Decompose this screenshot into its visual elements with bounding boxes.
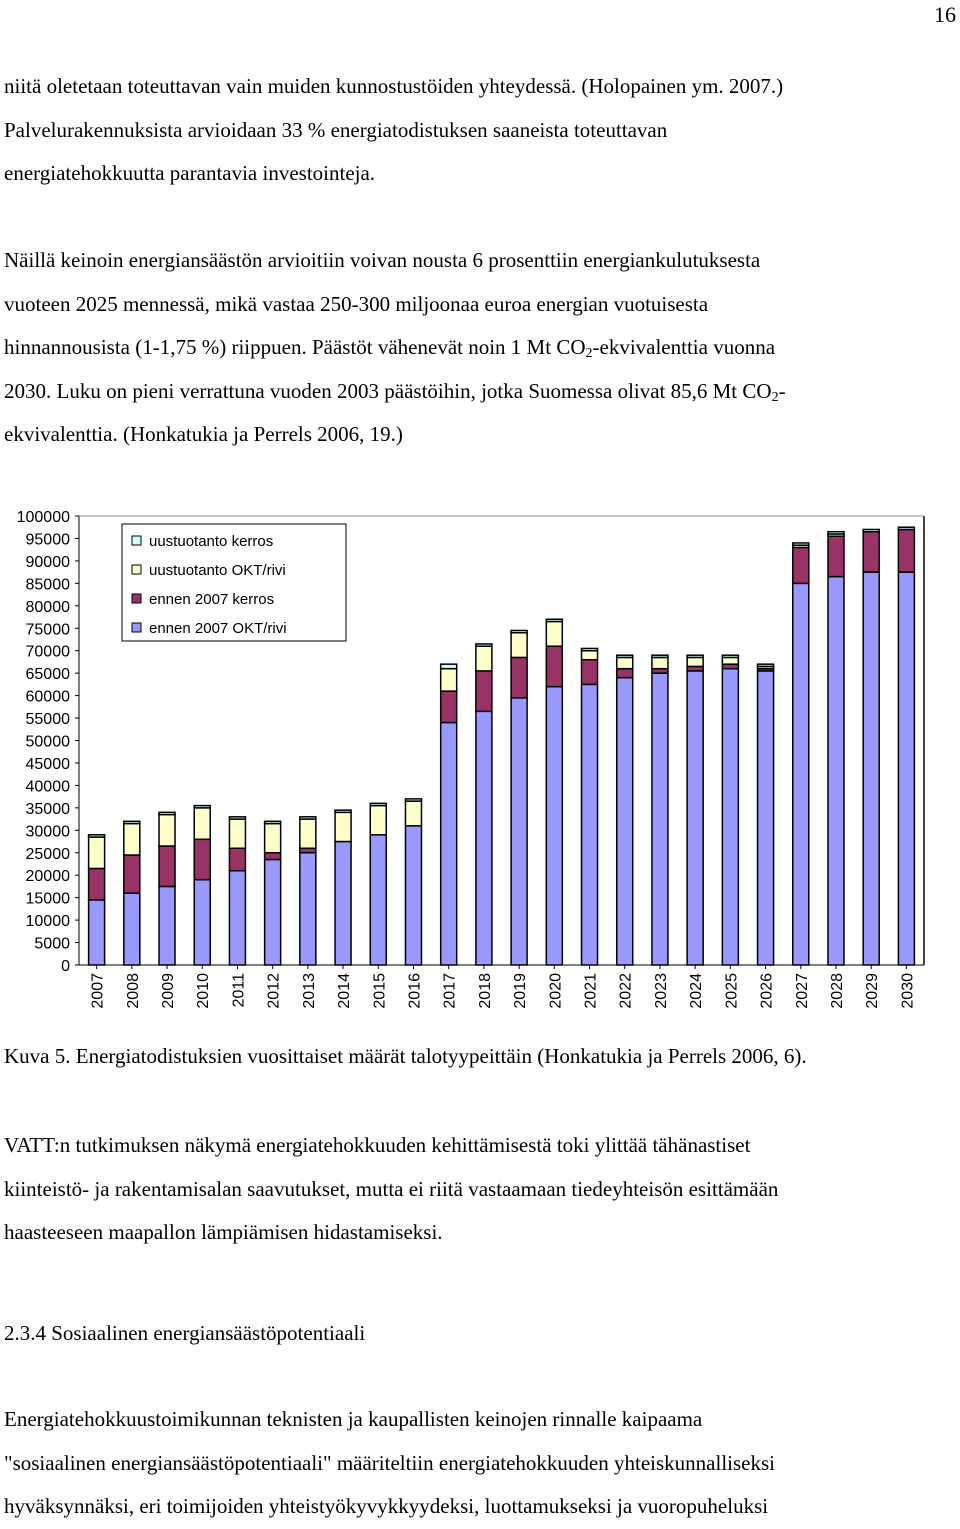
- bar-segment: [159, 812, 175, 814]
- bar-segment: [898, 529, 914, 572]
- legend-label: uustuotanto OKT/rivi: [149, 562, 286, 579]
- y-tick-label: 80000: [25, 598, 70, 616]
- y-tick-label: 75000: [25, 621, 70, 639]
- bar-segment: [828, 532, 844, 534]
- bar-segment: [758, 664, 774, 666]
- text-line: hinnannousista (1-1,75 %) riippuen. Päästöt vähenevät noin 1 Mt CO: [4, 335, 586, 359]
- x-tick-label: 2008: [124, 973, 142, 1009]
- legend-swatch: [132, 594, 141, 603]
- bar-segment: [652, 655, 668, 657]
- x-tick-label: 2027: [793, 973, 811, 1009]
- text-line: Näillä keinoin energiansäästön arvioitiin voivan nousta 6 prosenttiin energiankulutuksesta: [4, 248, 761, 272]
- bar-segment: [229, 819, 245, 848]
- x-tick-label: 2021: [582, 973, 600, 1009]
- y-tick-label: 25000: [25, 845, 70, 863]
- x-tick-label: 2025: [723, 973, 741, 1009]
- x-tick-label: 2024: [688, 973, 706, 1009]
- x-tick-label: 2011: [230, 973, 248, 1008]
- bar-segment: [265, 859, 281, 965]
- bar-segment: [159, 886, 175, 965]
- bar-segment: [405, 801, 421, 826]
- bar-segment: [758, 671, 774, 965]
- bar-segment: [124, 824, 140, 855]
- bar-segment: [89, 868, 105, 899]
- subscript: 2: [585, 346, 593, 361]
- bar-segment: [335, 810, 351, 812]
- bar-segment: [229, 848, 245, 870]
- x-tick-label: 2015: [371, 973, 389, 1009]
- y-tick-label: 35000: [25, 800, 70, 818]
- bar-segment: [898, 572, 914, 965]
- bar-segment: [89, 900, 105, 965]
- bar-segment: [863, 572, 879, 965]
- bar-segment: [370, 806, 386, 835]
- x-tick-label: 2028: [828, 973, 846, 1009]
- bar-segment: [722, 655, 738, 657]
- legend-label: ennen 2007 kerros: [149, 591, 275, 608]
- y-tick-label: 10000: [25, 913, 70, 931]
- text-line: -: [778, 378, 786, 403]
- x-tick-label: 2010: [195, 973, 213, 1009]
- bar-segment: [265, 824, 281, 853]
- bar-segment: [722, 669, 738, 965]
- y-tick-label: 70000: [25, 643, 70, 661]
- bar-segment: [89, 837, 105, 868]
- bar-segment: [617, 657, 633, 668]
- bar-segment: [652, 673, 668, 965]
- text-line: kiinteistö- ja rakentamisalan saavutukset, mutta ei riitä vastaamaan tiedeyhteisön esittämään: [4, 1176, 779, 1201]
- bar-segment: [793, 583, 809, 965]
- paragraph-intro: [4, 65, 946, 196]
- x-tick-label: 2026: [758, 973, 776, 1009]
- y-tick-label: 20000: [25, 868, 70, 886]
- y-tick-label: 50000: [25, 733, 70, 751]
- bar-segment: [265, 853, 281, 860]
- bar-segment: [582, 684, 598, 965]
- bar-segment: [511, 633, 527, 658]
- x-tick-label: 2018: [476, 973, 494, 1009]
- bar-segment: [828, 577, 844, 965]
- text-line: ekvivalenttia. (Honkatukia ja Perrels 2006, 19.): [4, 422, 403, 446]
- text-line: haasteeseen maapallon lämpiämisen hidastamiseksi.: [4, 1220, 443, 1244]
- legend-label: ennen 2007 OKT/rivi: [149, 620, 287, 637]
- x-tick-label: 2007: [89, 973, 107, 1009]
- y-tick-label: 55000: [25, 711, 70, 729]
- x-tick-label: 2014: [336, 973, 354, 1009]
- bar-segment: [89, 835, 105, 837]
- bar-segment: [828, 536, 844, 576]
- bar-segment: [124, 855, 140, 893]
- bar-segment: [441, 669, 457, 691]
- x-tick-label: 2020: [547, 973, 565, 1009]
- bar-segment: [476, 646, 492, 671]
- y-tick-label: 0: [61, 958, 70, 975]
- bar-segment: [546, 619, 562, 621]
- page-number: 16: [934, 2, 956, 27]
- bar-segment: [405, 826, 421, 965]
- bar-segment: [582, 648, 598, 650]
- bar-segment: [582, 660, 598, 685]
- x-tick-label: 2017: [441, 973, 459, 1009]
- bar-segment: [441, 723, 457, 965]
- y-tick-label: 30000: [25, 823, 70, 841]
- text-line: -ekvivalenttia vuonna: [592, 335, 776, 359]
- bar-segment: [194, 880, 210, 965]
- bar-segment: [652, 657, 668, 668]
- bar-segment: [476, 711, 492, 965]
- bar-segment: [441, 664, 457, 668]
- text-line: energiatehokkuutta parantavia investointeja.: [4, 161, 376, 185]
- bar-segment: [546, 622, 562, 647]
- bar-segment: [405, 799, 421, 801]
- bar-segment: [476, 644, 492, 646]
- bar-segment: [124, 821, 140, 823]
- bar-segment: [898, 527, 914, 529]
- y-tick-label: 60000: [25, 688, 70, 706]
- x-tick-label: 2016: [406, 973, 424, 1009]
- figure-caption: Kuva 5. Energiatodistuksien vuosittaiset määrät talotyypeittäin (Honkatukia ja Perrels 2006, 6).: [4, 1044, 807, 1068]
- bar-segment: [863, 532, 879, 572]
- bar-segment: [511, 630, 527, 632]
- bar-segment: [617, 669, 633, 678]
- section-heading: 2.3.4 Sosiaalinen energiansäästöpotentiaali: [4, 1321, 366, 1345]
- bar-segment: [124, 893, 140, 965]
- legend-swatch: [132, 623, 141, 632]
- bar-segment: [546, 687, 562, 965]
- bar-segment: [687, 671, 703, 965]
- text-line: VATT:n tutkimuksen näkymä energiatehokkuuden kehittämisestä toki ylittää tähänastiset: [4, 1133, 751, 1157]
- text-line: vuoteen 2025 mennessä, mikä vastaa 250-300 miljoonaa euroa energian vuotuisesta: [4, 291, 709, 316]
- bar-segment: [335, 812, 351, 841]
- bar-segment: [441, 691, 457, 722]
- legend-label: uustuotanto kerros: [149, 533, 274, 550]
- legend-swatch: [132, 565, 141, 574]
- y-tick-label: 95000: [25, 531, 70, 549]
- bar-segment: [335, 842, 351, 965]
- bar-segment: [159, 815, 175, 846]
- bar-segment: [722, 657, 738, 664]
- bar-segment: [617, 678, 633, 965]
- x-tick-label: 2012: [265, 973, 283, 1009]
- bar-segment: [300, 817, 316, 819]
- bar-segment: [300, 819, 316, 848]
- y-tick-label: 100000: [16, 509, 70, 526]
- text-line: Energiatehokkuustoimikunnan teknisten ja kaupallisten keinojen rinnalle kaipaama: [4, 1407, 703, 1431]
- chart-svg: [0, 502, 960, 1022]
- y-tick-label: 90000: [25, 553, 70, 571]
- bar-segment: [265, 821, 281, 823]
- bar-segment: [194, 806, 210, 808]
- bar-segment: [687, 657, 703, 666]
- paragraph-social: [4, 1398, 946, 1529]
- bar-segment: [300, 853, 316, 965]
- x-tick-label: 2023: [652, 973, 670, 1009]
- bar-segment: [229, 871, 245, 965]
- bar-segment: [370, 835, 386, 965]
- certificates-chart: [0, 502, 960, 1022]
- x-tick-label: 2019: [512, 973, 530, 1009]
- bar-segment: [582, 651, 598, 660]
- bar-segment: [863, 529, 879, 531]
- x-tick-label: 2030: [899, 973, 917, 1009]
- paragraph-savings: [4, 239, 946, 457]
- subscript: 2: [771, 389, 779, 405]
- bar-segment: [159, 846, 175, 886]
- legend-swatch: [132, 536, 141, 545]
- x-tick-label: 2022: [617, 973, 635, 1009]
- y-tick-label: 65000: [25, 666, 70, 684]
- bar-segment: [687, 655, 703, 657]
- text-line: hyväksynnäksi, eri toimijoiden yhteistyökyvykkyydeksi, luottamukseksi ja vuoropuheluksi: [4, 1494, 769, 1518]
- x-tick-label: 2029: [864, 973, 882, 1009]
- bar-segment: [476, 671, 492, 711]
- y-tick-label: 5000: [34, 935, 70, 953]
- text-line: niitä oletetaan toteuttavan vain muiden kunnostustöiden yhteydessä. (Holopainen ym. 2007.): [4, 74, 784, 98]
- text-line: "sosiaalinen energiansäästöpotentiaali" määriteltiin energiatehokkuuden yhteiskunnalliseksi: [4, 1450, 775, 1475]
- y-tick-label: 45000: [25, 755, 70, 773]
- bar-segment: [793, 547, 809, 583]
- bar-segment: [370, 803, 386, 805]
- bar-segment: [229, 817, 245, 819]
- bar-segment: [617, 655, 633, 657]
- text-line: Palvelurakennuksista arvioidaan 33 % energiatodistuksen saaneista toteuttavan: [4, 117, 668, 142]
- y-tick-label: 85000: [25, 576, 70, 594]
- bar-segment: [511, 657, 527, 697]
- x-tick-label: 2009: [160, 973, 178, 1009]
- bar-segment: [511, 698, 527, 965]
- bar-segment: [194, 808, 210, 839]
- bar-segment: [546, 646, 562, 686]
- bar-segment: [793, 543, 809, 545]
- y-tick-label: 40000: [25, 778, 70, 796]
- y-tick-label: 15000: [25, 890, 70, 908]
- x-tick-label: 2013: [300, 973, 318, 1009]
- paragraph-vatt: [4, 1124, 946, 1255]
- text-line: 2030. Luku on pieni verrattuna vuoden 2003 päästöihin, jotka Suomessa olivat 85,6 Mt CO: [4, 378, 772, 403]
- bar-segment: [194, 839, 210, 879]
